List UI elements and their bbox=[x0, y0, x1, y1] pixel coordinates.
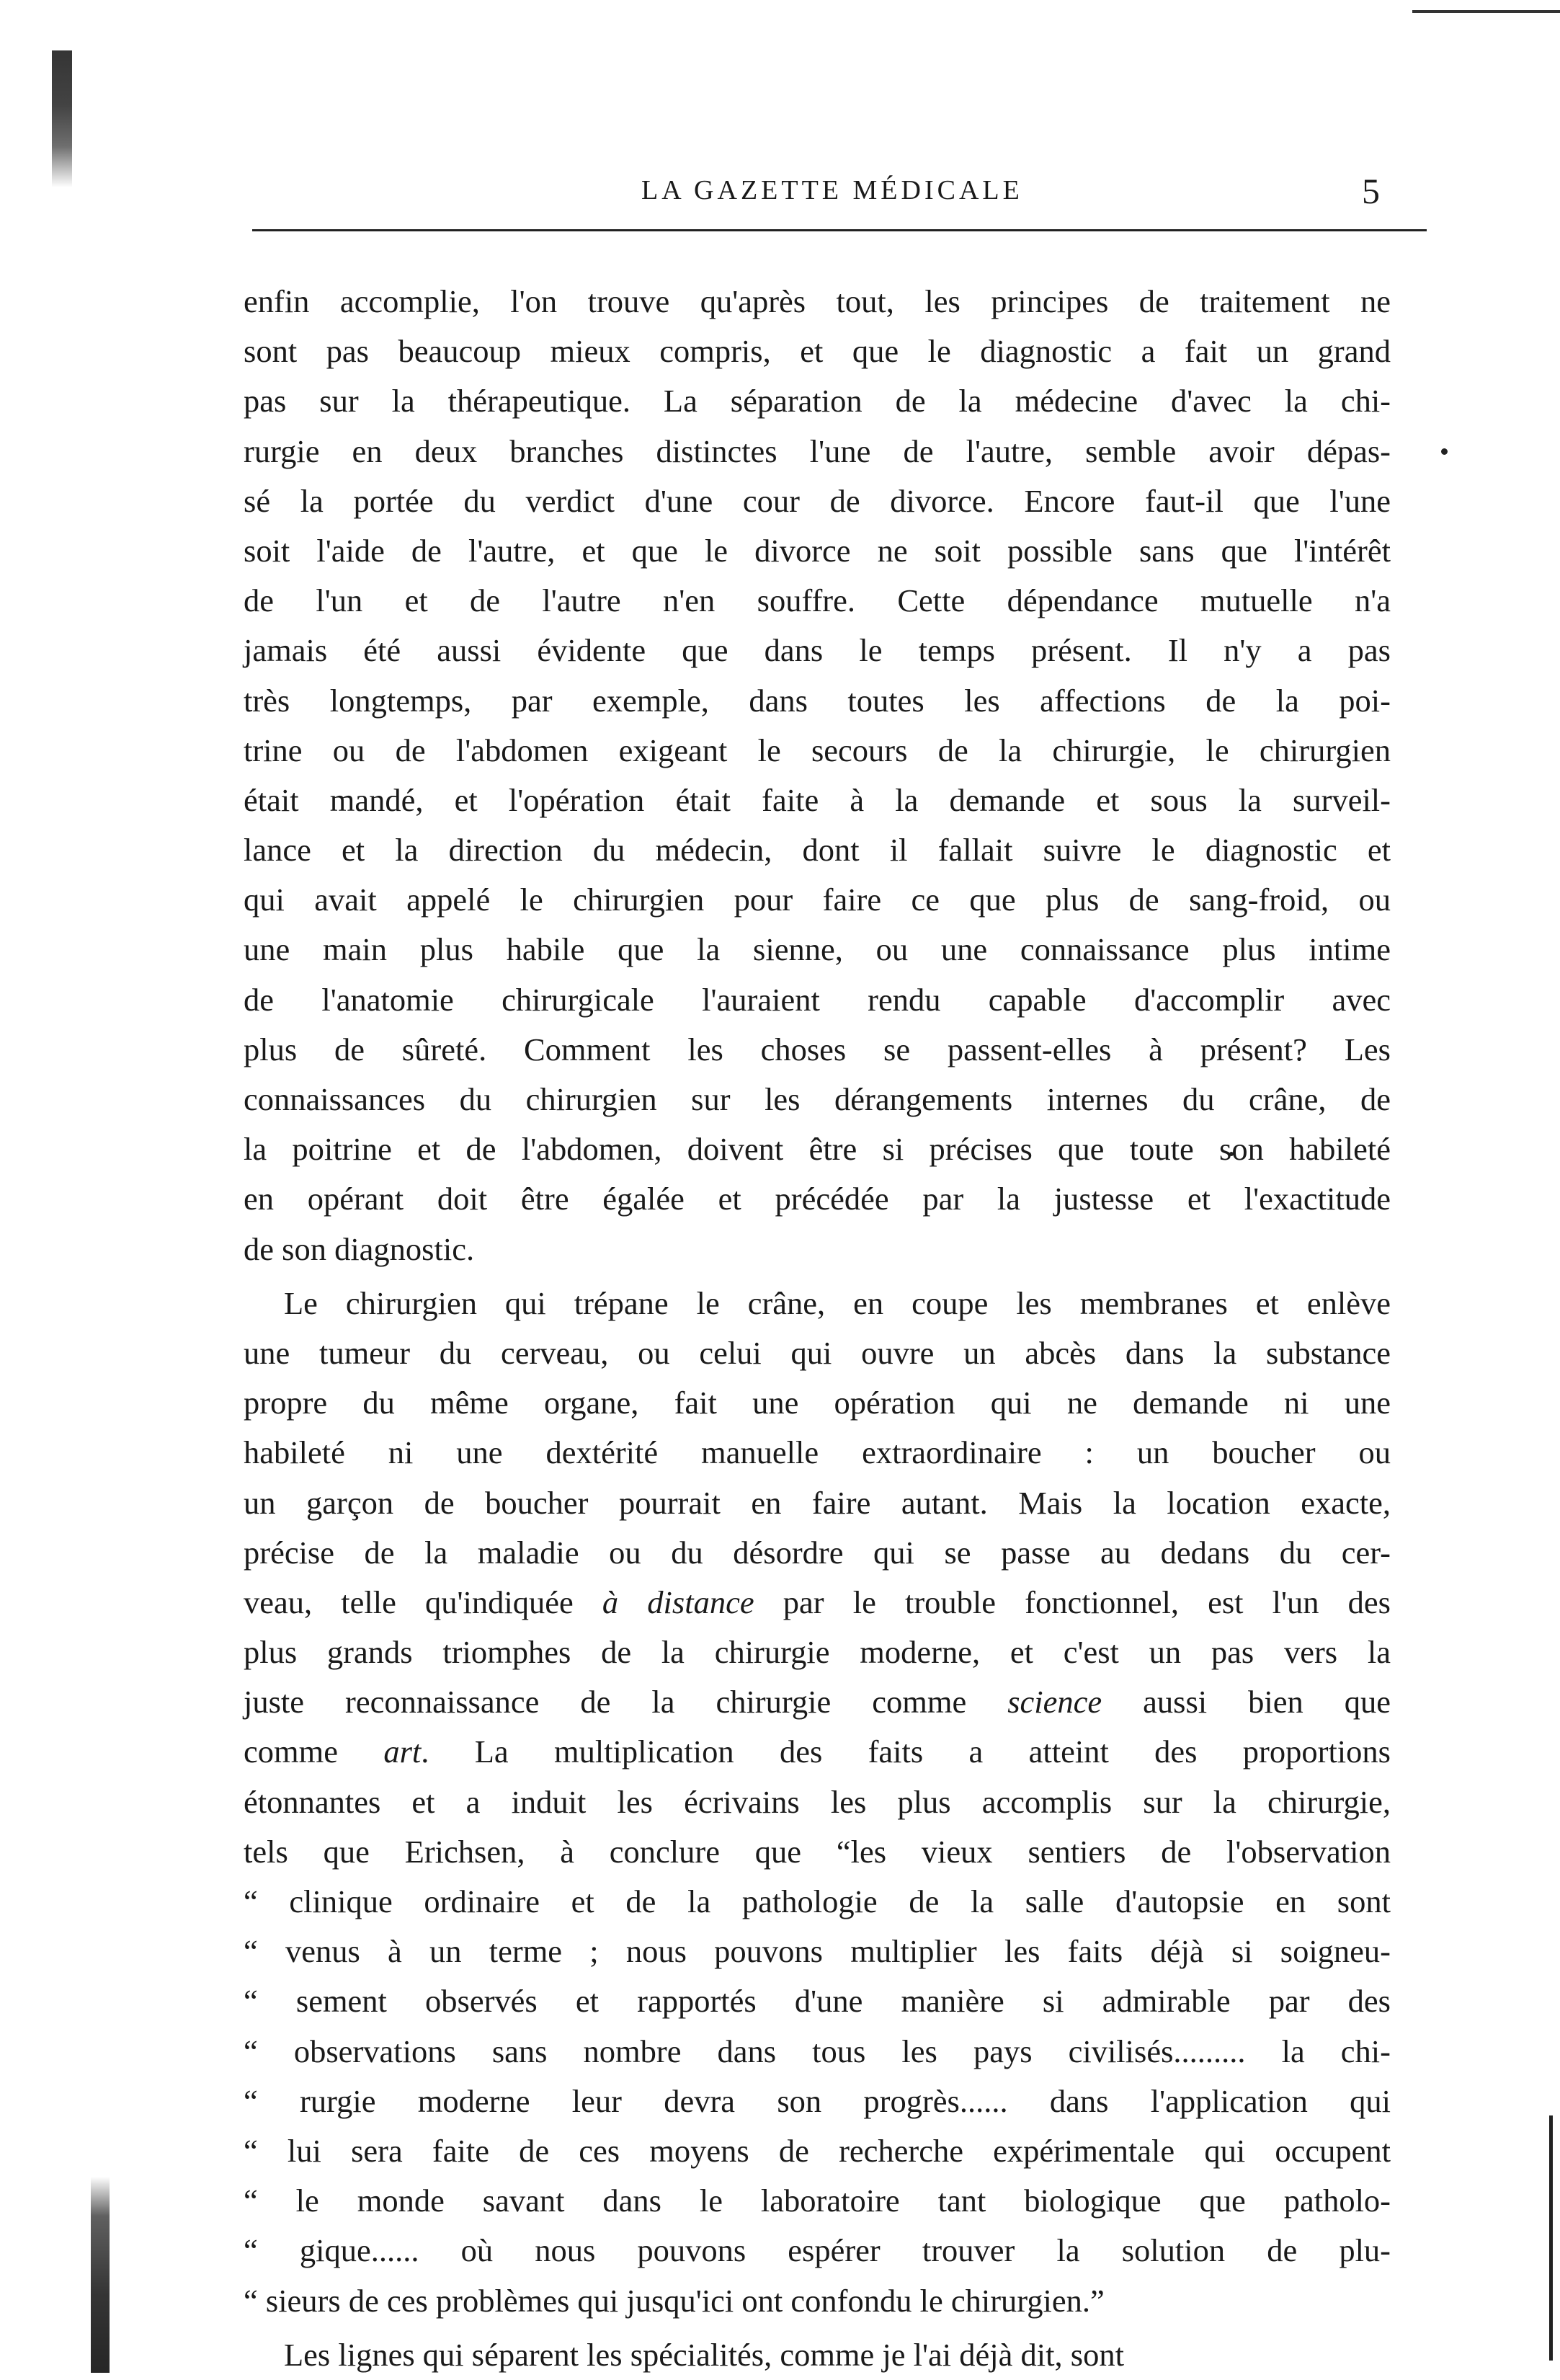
text-line: Les lignes qui séparent les spécialités, comme je l'ai déjà dit, sont bbox=[284, 2336, 1124, 2373]
text-line: une tumeur du cerveau, ou celui qui ouvre un abcès dans la substance bbox=[244, 1334, 1391, 1371]
text-line: sont pas beaucoup mieux compris, et que le diagnostic a fait un grand bbox=[244, 333, 1391, 370]
text-line: propre du même organe, fait une opération qui ne demande ni une bbox=[244, 1385, 1391, 1421]
body-text bbox=[244, 277, 1391, 2380]
text-line: lance et la direction du médecin, dont il fallait suivre le diagnostic et bbox=[244, 832, 1391, 869]
text-line: étonnantes et a induit les écrivains les plus accomplis sur la chirurgie, bbox=[244, 1783, 1391, 1820]
page-number: 5 bbox=[1362, 171, 1380, 211]
text-line: habileté ni une dextérité manuelle extraordinaire : un boucher ou bbox=[244, 1434, 1391, 1471]
text-line: connaissances du chirurgien sur les dérangements internes du crâne, de bbox=[244, 1081, 1391, 1117]
text-line: “ venus à un terme ; nous pouvons multiplier les faits déjà si soigneu- bbox=[244, 1933, 1391, 1970]
text-line: jamais été aussi évidente que dans le temps présent. Il n'y a pas bbox=[244, 632, 1391, 669]
text-line: “ sement observés et rapportés d'une manière si admirable par des bbox=[244, 1983, 1391, 2020]
text-line: trine ou de l'abdomen exigeant le secours de la chirurgie, le chirurgien bbox=[244, 732, 1391, 768]
scan-artifact-binding-mark bbox=[52, 50, 72, 187]
text-line: était mandé, et l'opération était faite à la demande et sous la surveil- bbox=[244, 781, 1391, 818]
text-line: plus grands triomphes de la chirurgie moderne, et c'est un pas vers la bbox=[244, 1634, 1391, 1671]
text-line: de l'un et de l'autre n'en souffre. Cette dépendance mutuelle n'a bbox=[244, 582, 1391, 619]
text-line: pas sur la thérapeutique. La séparation de la médecine d'avec la chi- bbox=[244, 383, 1391, 419]
running-head: LA GAZETTE MÉDICALE bbox=[641, 175, 1023, 205]
text-line: en opérant doit être égalée et précédée par la justesse et l'exactitude bbox=[244, 1181, 1391, 1217]
text-line: la poitrine et de l'abdomen, doivent être si précises que toute son habileté bbox=[244, 1131, 1391, 1168]
text-line: “ le monde savant dans le laboratoire tant biologique que patholo- bbox=[244, 2183, 1391, 2219]
text-line: “ rurgie moderne leur devra son progrès...... dans l'application qui bbox=[244, 2082, 1391, 2119]
text-line: une main plus habile que la sienne, ou une connaissance plus intime bbox=[244, 931, 1391, 968]
text-line: soit l'aide de l'autre, et que le divorce ne soit possible sans que l'intérêt bbox=[244, 532, 1391, 569]
text-line: “ observations sans nombre dans tous les pays civilisés......... la chi- bbox=[244, 2033, 1391, 2069]
text-line: Le chirurgien qui trépane le crâne, en coupe les membranes et enlève bbox=[284, 1284, 1391, 1321]
text-line: juste reconnaissance de la chirurgie comme science aussi bien que bbox=[244, 1684, 1391, 1720]
text-line: de l'anatomie chirurgicale l'auraient rendu capable d'accomplir avec bbox=[244, 981, 1391, 1018]
text-line: “ sieurs de ces problèmes qui jusqu'ici ont confondu le chirurgien.” bbox=[244, 2282, 1105, 2319]
text-line: très longtemps, par exemple, dans toutes les affections de la poi- bbox=[244, 682, 1391, 719]
text-line: sé la portée du verdict d'une cour de divorce. Encore faut-il que l'une bbox=[244, 482, 1391, 519]
scan-artifact-dot bbox=[1441, 448, 1448, 455]
text-line: qui avait appelé le chirurgien pour faire ce que plus de sang-froid, ou bbox=[244, 882, 1391, 918]
text-line: veau, telle qu'indiquée à distance par le trouble fonctionnel, est l'un des bbox=[244, 1584, 1391, 1620]
text-line: comme art. La multiplication des faits a atteint des proportions bbox=[244, 1733, 1391, 1770]
text-line: tels que Erichsen, à conclure que “les vieux sentiers de l'observation bbox=[244, 1833, 1391, 1870]
text-line: “ lui sera faite de ces moyens de recherche expérimentale qui occupent bbox=[244, 2132, 1391, 2169]
text-line: “ gique...... où nous pouvons espérer trouver la solution de plu- bbox=[244, 2232, 1391, 2269]
text-line: un garçon de boucher pourrait en faire autant. Mais la location exacte, bbox=[244, 1484, 1391, 1521]
paragraph bbox=[244, 277, 1391, 1274]
text-line: de son diagnostic. bbox=[244, 1230, 475, 1267]
header-rule bbox=[252, 229, 1427, 231]
scan-artifact-binding-mark-bottom bbox=[91, 2177, 110, 2373]
text-line: “ clinique ordinaire et de la pathologie de la salle d'autopsie en sont bbox=[244, 1883, 1391, 1919]
scan-artifact-top-rule bbox=[1412, 10, 1560, 13]
text-line: rurgie en deux branches distinctes l'une de l'autre, semble avoir dépas- bbox=[244, 432, 1391, 469]
text-line: enfin accomplie, l'on trouve qu'après tout, les principes de traitement ne bbox=[244, 283, 1391, 319]
paragraph bbox=[244, 2330, 1391, 2380]
scan-artifact-right-edge bbox=[1549, 2115, 1553, 2361]
text-line: plus de sûreté. Comment les choses se passent-elles à présent? Les bbox=[244, 1031, 1391, 1067]
text-line: précise de la maladie ou du désordre qui se passe au dedans du cer- bbox=[244, 1534, 1391, 1571]
paragraph bbox=[244, 1279, 1391, 2326]
